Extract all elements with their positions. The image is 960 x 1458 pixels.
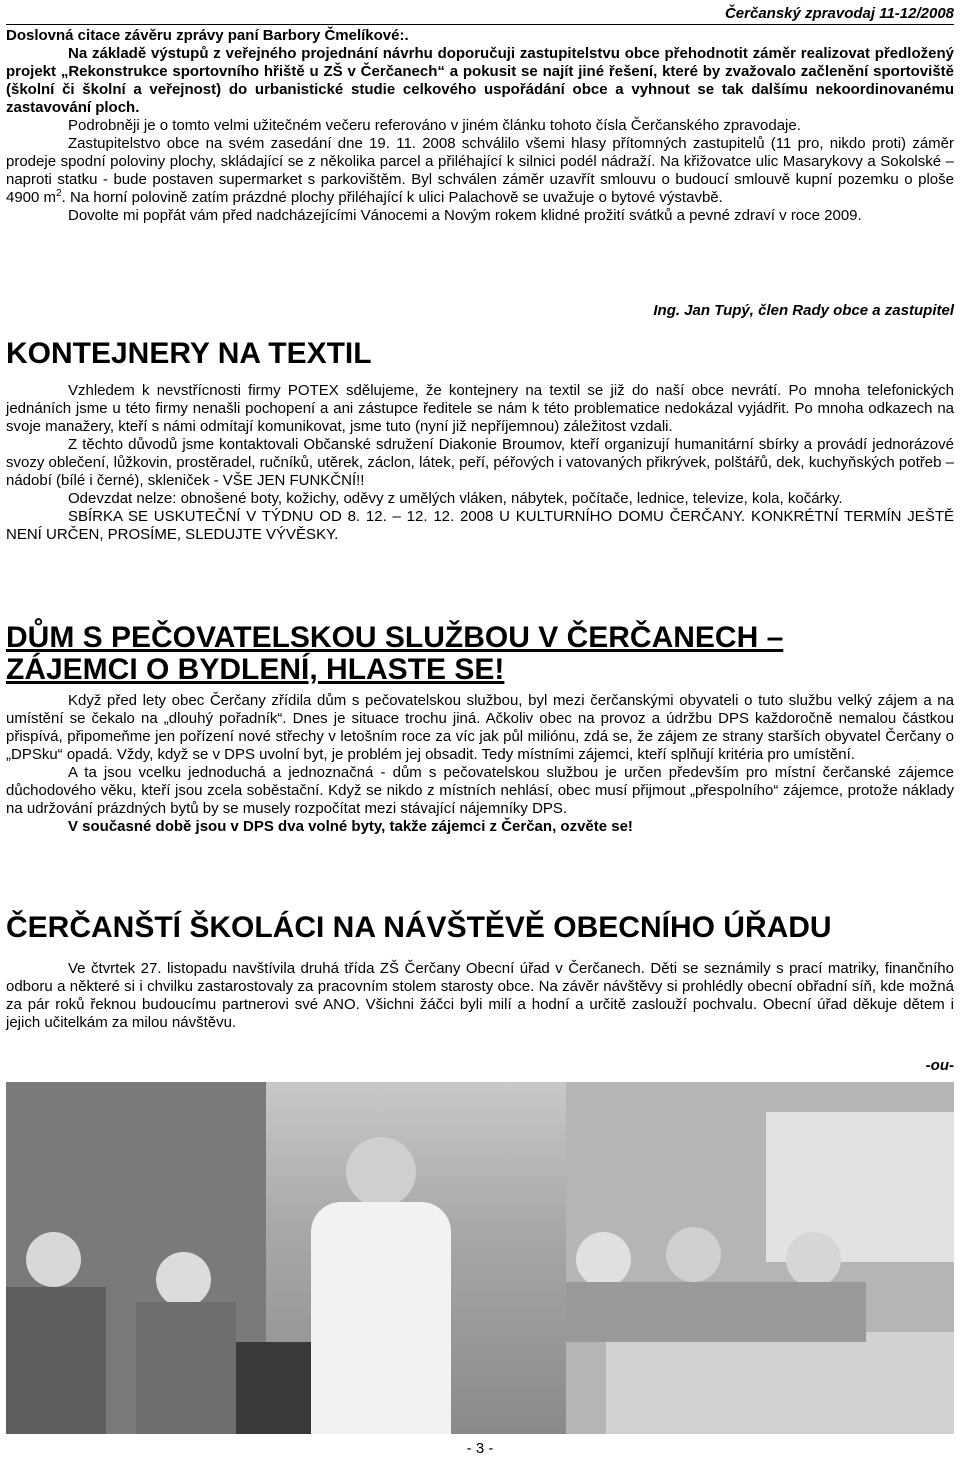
school-heading — [6, 912, 954, 944]
textile-body — [6, 382, 954, 544]
school-signature: -ou- — [925, 1057, 954, 1074]
header-rule — [6, 24, 954, 25]
dps-heading — [6, 622, 954, 686]
photo-child-head — [786, 1232, 841, 1287]
photo-child-head — [666, 1227, 721, 1282]
photo-children-group — [566, 1282, 866, 1342]
photo-child-head — [26, 1232, 81, 1287]
dps-paragraph-3: V současné době jsou v DPS dva volné byty, takže zájemci z Čerčan, ozvěte se! — [68, 818, 633, 835]
photo-child-head — [576, 1232, 631, 1287]
photo-man-shirt — [311, 1202, 451, 1434]
textile-paragraph-1: Vzhledem k nevstřícnosti firmy POTEX sdělujeme, že kontejnery na textil se již do naší obce nevrátí. Po mnoha telefonických jednáních jsme u této firmy nenašli pochopení a ani zástupce ředitele se nám k této problematice nedokázal vyjádřit. Po mnoha odkazech na svoje manažery, kteří s námi odmítají komunikovat, jsme tuto (nyní již nepříjemnou) záležitost vzdali. — [6, 382, 954, 435]
quote-section — [6, 27, 954, 225]
photo-child-head — [156, 1252, 211, 1307]
textile-paragraph-4: SBÍRKA SE USKUTEČNÍ V TÝDNU OD 8. 12. – 12. 12. 2008 U KULTURNÍHO DOMU ČERČANY. KONKRÉTNÍ TERMÍN JEŠTĚ NENÍ URČEN, PROSÍME, SLEDUJTE VÝVĚSKY. — [6, 508, 954, 543]
textile-heading: KONTEJNERY NA TEXTIL — [6, 337, 372, 370]
dps-body — [6, 692, 954, 836]
school-body — [6, 960, 954, 1032]
school-heading-text: ČERČANŠTÍ ŠKOLÁCI NA NÁVŠTĚVĚ OBECNÍHO ÚŘADU — [6, 911, 832, 944]
quote-signature: Ing. Jan Tupý, člen Rady obce a zastupitel — [653, 302, 954, 319]
dps-heading-line-2: ZÁJEMCI O BYDLENÍ, HLASTE SE! — [6, 653, 505, 686]
quote-title: Doslovná citace závěru zprávy paní Barbory Čmelíkové:. — [6, 27, 409, 44]
textile-paragraph-3: Odevzdat nelze: obnošené boty, kožichy, oděvy z umělých vláken, nábytek, počítače, lednice, televize, kola, kočárky. — [68, 490, 843, 507]
photo-man-head — [346, 1137, 416, 1207]
quote-bold-paragraph: Na základě výstupů z veřejného projednání návrhu doporučuji zastupitelstvu obce přehodnotit záměr realizovat předložený projekt „Rekonstrukce sportovního hřiště u ZŠ v Čerčanech“ a pokusit se najít jiné řešení, které by zvažovalo začlenění sportoviště (školní či školní a veřejnost) do urbanistické studie celkového uspořádání obce a vyhnout se tak dalšímu nekoordinovanému zastavování ploch. — [6, 45, 954, 116]
school-paragraph-1: Ve čtvrtek 27. listopadu navštívila druhá třída ZŠ Čerčany Obecní úřad v Čerčanech. Děti se seznámily s prací matriky, finančního odboru a některé si i chvilku zastarostovaly za pracovním stolem starosty obce. Na závěr návštěvy si prohlédly obecní obřadní síň, kde možná za pár roků řeknou budoucímu partnerovi své ANO. Všichni žáčci byli milí a hodní a určitě zaslouží pochvalu. Obecní úřad děkuje dětem i jejich učitelkám za milou návštěvu. — [6, 960, 954, 1031]
class-visit-photo — [6, 1082, 954, 1434]
dps-paragraph-2: A ta jsou vcelku jednoduchá a jednoznačná - dům s pečovatelskou službou je určen především pro místní čerčanské zájemce důchodového věku, kteří jsou zcela soběstační. Když se nikdo z místních nehlásí, obec musí přijmout „přespolního“ zájemce, protože náklady na udržování prázdných bytů by se musely rozpočítat mezi stávající nájemníky DPS. — [6, 764, 954, 817]
quote-paragraph-2: Podrobněji je o tomto velmi užitečném večeru referováno v jiném článku tohoto čísla Čerčanského zpravodaje. — [68, 117, 801, 134]
dps-paragraph-1: Když před lety obec Čerčany zřídila dům s pečovatelskou službou, byl mezi čerčanskými obyvateli o tuto službu velký zájem a na umístění se čekalo na „dlouhý pořadník“. Dnes je situace trochu jiná. Ačkoliv obec na provoz a údržbu DPS každoročně nemalou částkou přispívá, připomeňme jen pořízení nové střechy v letošním roce za víc jak půl miliónu, zdá se, že zájem ze strany starších obyvatel Čerčany o „DPSku“ opadá. Vždy, když se v DPS uvolní byt, je problém jej obsadit. Tedy místními zájemci, kteří splňují kritéria pro umístění. — [6, 692, 954, 763]
photo-children-group — [6, 1287, 106, 1434]
photo-children-group — [136, 1302, 236, 1434]
page-number: - 3 - — [466, 1440, 494, 1457]
quote-paragraph-4: Dovolte mi popřát vám před nadcházejícími Vánocemi a Novým rokem klidné prožití svátků a pevné zdraví v roce 2009. — [68, 207, 862, 224]
quote-paragraph-3: Zastupitelstvo obce na svém zasedání dne 19. 11. 2008 schválilo všemi hlasy přítomných zastupitelů (11 pro, nikdo proti) záměr prodeje spodní poloviny plochy, skládající se z několika parcel a přiléhající k silnici podél nádraží. Na křižovatce ulic Masarykovy a Sokolské – naproti statku - bude postaven supermarket s parkovištěm. Byl schválen záměr uzavřít smlouvu o budoucí smlouvě kupní pozemku o ploše 4900 $m^2$. Na horní polovině zatím prázdné plochy přiléhající k ulici Palachově se uvažuje o bytové výstavbě. — [6, 135, 954, 206]
photo-desk — [606, 1332, 954, 1434]
publication-header: Čerčanský zpravodaj 11-12/2008 — [724, 5, 954, 22]
textile-paragraph-2: Z těchto důvodů jsme kontaktovali Občanské sdružení Diakonie Broumov, kteří organizují humanitární sbírky a provádí jednorázové svozy oblečení, lůžkovin, prostěradel, ručníků, utěrek, záclon, látek, peří, péřových i vatovaných přikrývek, polštářů, dek, kuchyňských potřeb – nádobí (bílé i černé), skleniček - VŠE JEN FUNKČNÍ!! — [6, 436, 954, 489]
textile-section — [6, 338, 954, 370]
dps-heading-line-1: DŮM S PEČOVATELSKOU SLUŽBOU V ČERČANECH – — [6, 621, 784, 654]
